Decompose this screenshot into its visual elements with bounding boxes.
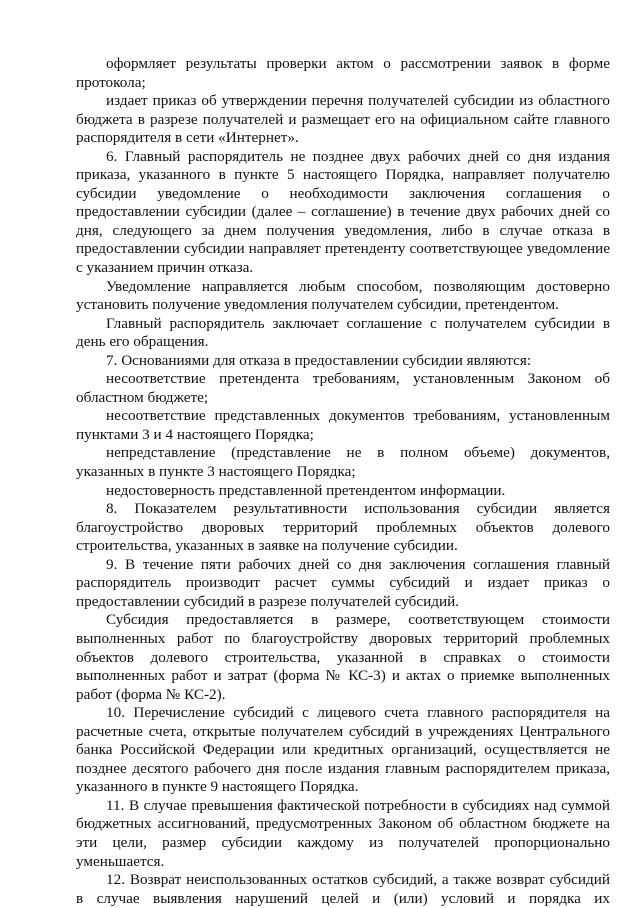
paragraph-order-list: издает приказ об утверждении перечня получателей субсидии из областного бюджета в разрезе получателей и размещает его на официальном сайте главного распорядителя в сети «Интернет».: [76, 92, 610, 147]
paragraph-item-7: 7. Основаниями для отказа в предоставлении субсидии являются:: [106, 351, 532, 369]
paragraph-refusal-reason-1: несоответствие претендента требованиям, установленным Законом об областном бюджете;: [76, 370, 610, 406]
paragraph-item-12: 12. Возврат неиспользованных остатков субсидий, а также возврат субсидий в случае выявления нарушений целей и (или) условий и порядка их: [76, 871, 610, 907]
paragraph-item-11: 11. В случае превышения фактической потребности в субсидиях над суммой бюджетных ассигнований, предусмотренных Законом об областном бюджете на эти цели, размер субсидии каждому из получателей пропорционально уменьшается.: [76, 796, 610, 870]
paragraph-item-9: 9. В течение пяти рабочих дней со дня заключения соглашения главный распорядитель производит расчет суммы субсидий и издает приказ о предоставлении субсидий в разрезе получателей субсидий.: [76, 555, 610, 610]
paragraph-item-10: 10. Перечисление субсидий с лицевого счета главного распорядителя на расчетные счета, открытые получателем субсидий в учреждениях Центрального банка Российской Федерации или кредитных организаций, осуществляется не позднее десятого рабочего дня после издания главным распорядителем приказа, указанного в пункте 9 настоящего Порядка.: [76, 704, 610, 796]
paragraph-subsidy-amount: Субсидия предоставляется в размере, соответствующем стоимости выполненных работ по благоустройству дворовых территорий проблемных объектов долевого строительства, указанной в справках о стоимости выполненных работ и затрат (форма № КС-3) и актах о приемке выполненных работ (форма № КС-2).: [76, 611, 610, 703]
paragraph-refusal-reason-2: несоответствие представленных документов требованиям, установленным пунктами 3 и 4 настоящего Порядка;: [76, 407, 610, 443]
document-page: [76, 55, 610, 908]
paragraph-protocol: оформляет результаты проверки актом о рассмотрении заявок в форме протокола;: [76, 55, 610, 91]
paragraph-notification: Уведомление направляется любым способом, позволяющим достоверно установить получение уведомления получателем субсидии, претендентом.: [76, 277, 610, 314]
paragraph-item-8: 8. Показателем результативности использования субсидии является благоустройство дворовых территорий проблемных объектов долевого строительства, указанных в заявке на получение субсидии.: [76, 500, 610, 555]
paragraph-item-6: 6. Главный распорядитель не позднее двух рабочих дней со дня издания приказа, указанного в пункте 5 настоящего Порядка, направляет получателю субсидии уведомление о необходимости заключения соглашения о предоставлении субсидии (далее – соглашение) в течение двух рабочих дней со дня, следующего за днем получения уведомления, либо в случае отказа в предоставлении субсидии направляет претенденту соответствующее уведомление с указанием причин отказа.: [76, 147, 610, 277]
paragraph-agreement: Главный распорядитель заключает соглашение с получателем субсидии в день его обращения.: [76, 314, 610, 351]
paragraph-refusal-reason-3: непредставление (представление не в полном объеме) документов, указанных в пункте 3 настоящего Порядка;: [76, 444, 610, 481]
paragraph-refusal-reason-4: недостоверность представленной претендентом информации.: [106, 481, 506, 499]
